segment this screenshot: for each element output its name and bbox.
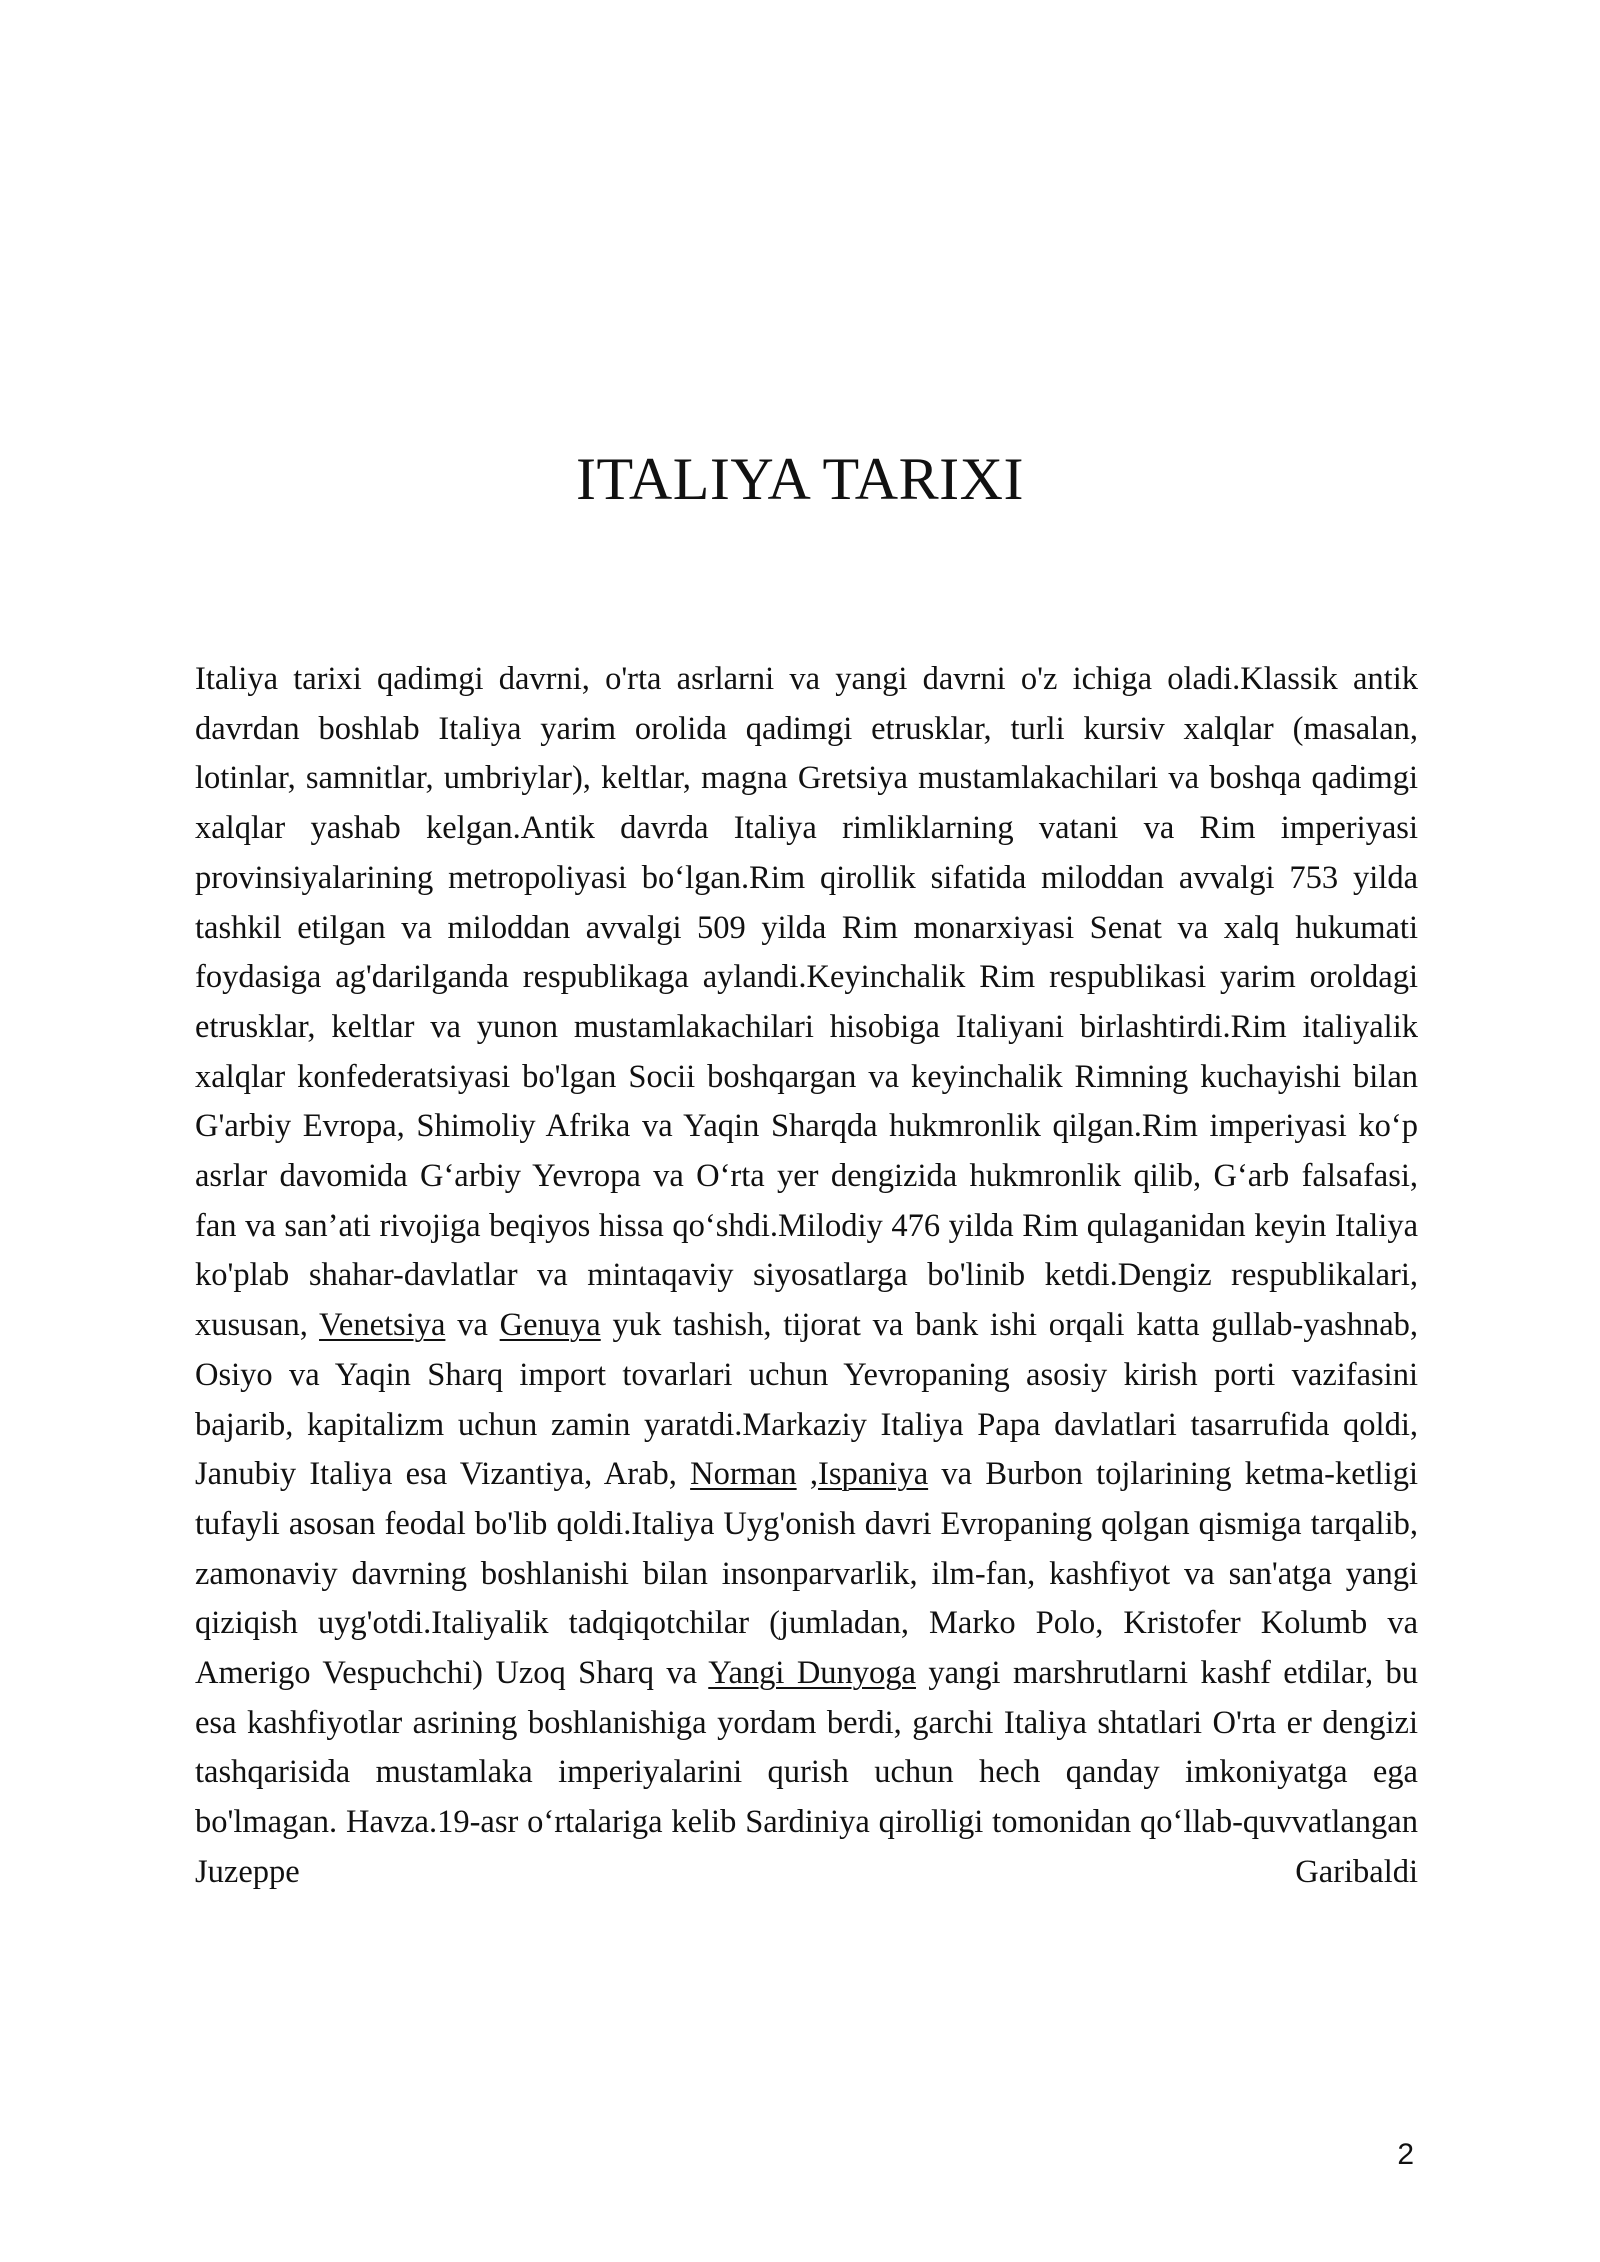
- paragraph-text: Italiya tarixi qadimgi davrni, o'rta asrlarni va yangi davrni o'z ichiga oladi.Klassik antik davrdan boshlab Italiya yarim orolida qadimgi etrusklar, turli kursiv xalqlar (masalan, lotinlar, samnitlar, umbriylar), keltlar, magna Gretsiya mustamlakachilari va boshqa qadimgi xalqlar yashab kelgan.Antik davrda Italiya rimliklarning vatani va Rim imperiyasi provinsiyalarining metropoliyasi bo‘lgan.Rim qirollik sifatida miloddan avvalgi 753 yilda tashkil etilgan va miloddan avvalgi 509 yilda Rim monarxiyasi Senat va xalq hukumati foydasiga ag'darilganda respublikaga aylandi.Keyinchalik Rim respublikasi yarim oroldagi etrusklar, keltlar va yunon mustamlakachilari hisobiga Italiyani birlashtirdi.Rim italiyalik xalqlar konfederatsiyasi bo'lgan Socii boshqargan va keyinchalik Rimning kuchayishi bilan G'arbiy Evropa, Shimoliy Afrika va Yaqin Sharqda hukmronlik qilgan.Rim imperiyasi ko‘p asrlar davomida G‘arbiy Yevropa va O‘rta yer dengizida hukmronlik qilib, G‘arb falsafasi, fan va san’ati rivojiga beqiyos hissa qo‘shdi.Milodiy 476 yilda Rim qulaganidan keyin Italiya ko'plab shahar-davlatlar va mintaqaviy siyosatlarga bo'linib ketdi.Dengiz respublikalari, xususan,: [195, 661, 1418, 1344]
- link-norman[interactable]: Norman: [690, 1456, 797, 1493]
- link-venetsiya[interactable]: Venetsiya: [319, 1307, 446, 1344]
- page-number: 2: [1397, 2138, 1414, 2171]
- paragraph-text: ,: [796, 1456, 819, 1493]
- paragraph-text: yangi marshrutlarni kashf etdilar, bu esa kashfiyotlar asrining boshlanishiga yordam berdi, garchi Italiya shtatlari O'rta er dengizi tashqarisida mustamlaka imperiyalarini qurish uchun hech qanday imkoniyatga ega bo'lmagan. Havza.19-asr o‘rtalariga kelib Sardiniya qirolligi tomonidan qo‘llab-quvvatlangan Juzeppe Garibaldi: [195, 1655, 1418, 1890]
- link-yangi-dunyoga[interactable]: Yangi Dunyoga: [708, 1655, 916, 1692]
- body-paragraph: [195, 655, 1418, 1898]
- paragraph-text: va Burbon tojlarining ketma-ketligi tufayli asosan feodal bo'lib qoldi.Italiya Uyg'onish davri Evropaning qolgan qismiga tarqalib, zamonaviy davrning boshlanishi bilan insonparvarlik, ilm-fan, kashfiyot va san'atga yangi qiziqish uyg'otdi.Italiyalik tadqiqotchilar (jumladan, Marko Polo, Kristofer Kolumb va Amerigo Vespuchchi) Uzoq Sharq va: [195, 1456, 1418, 1692]
- link-ispaniya[interactable]: Ispaniya: [818, 1456, 929, 1493]
- paragraph-text: va: [445, 1307, 500, 1344]
- link-genuya[interactable]: Genuya: [499, 1307, 601, 1344]
- page-title: ITALIYA TARIXI: [576, 446, 1024, 512]
- paragraph-text: yuk tashish, tijorat va bank ishi orqali katta gullab-yashnab, Osiyo va Yaqin Sharq import tovarlari uchun Yevropaning asosiy kirish porti vazifasini bajarib, kapitalizm uchun zamin yaratdi.Markaziy Italiya Papa davlatlari tasarrufida qoldi, Janubiy Italiya esa Vizantiya, Arab,: [195, 1307, 1418, 1493]
